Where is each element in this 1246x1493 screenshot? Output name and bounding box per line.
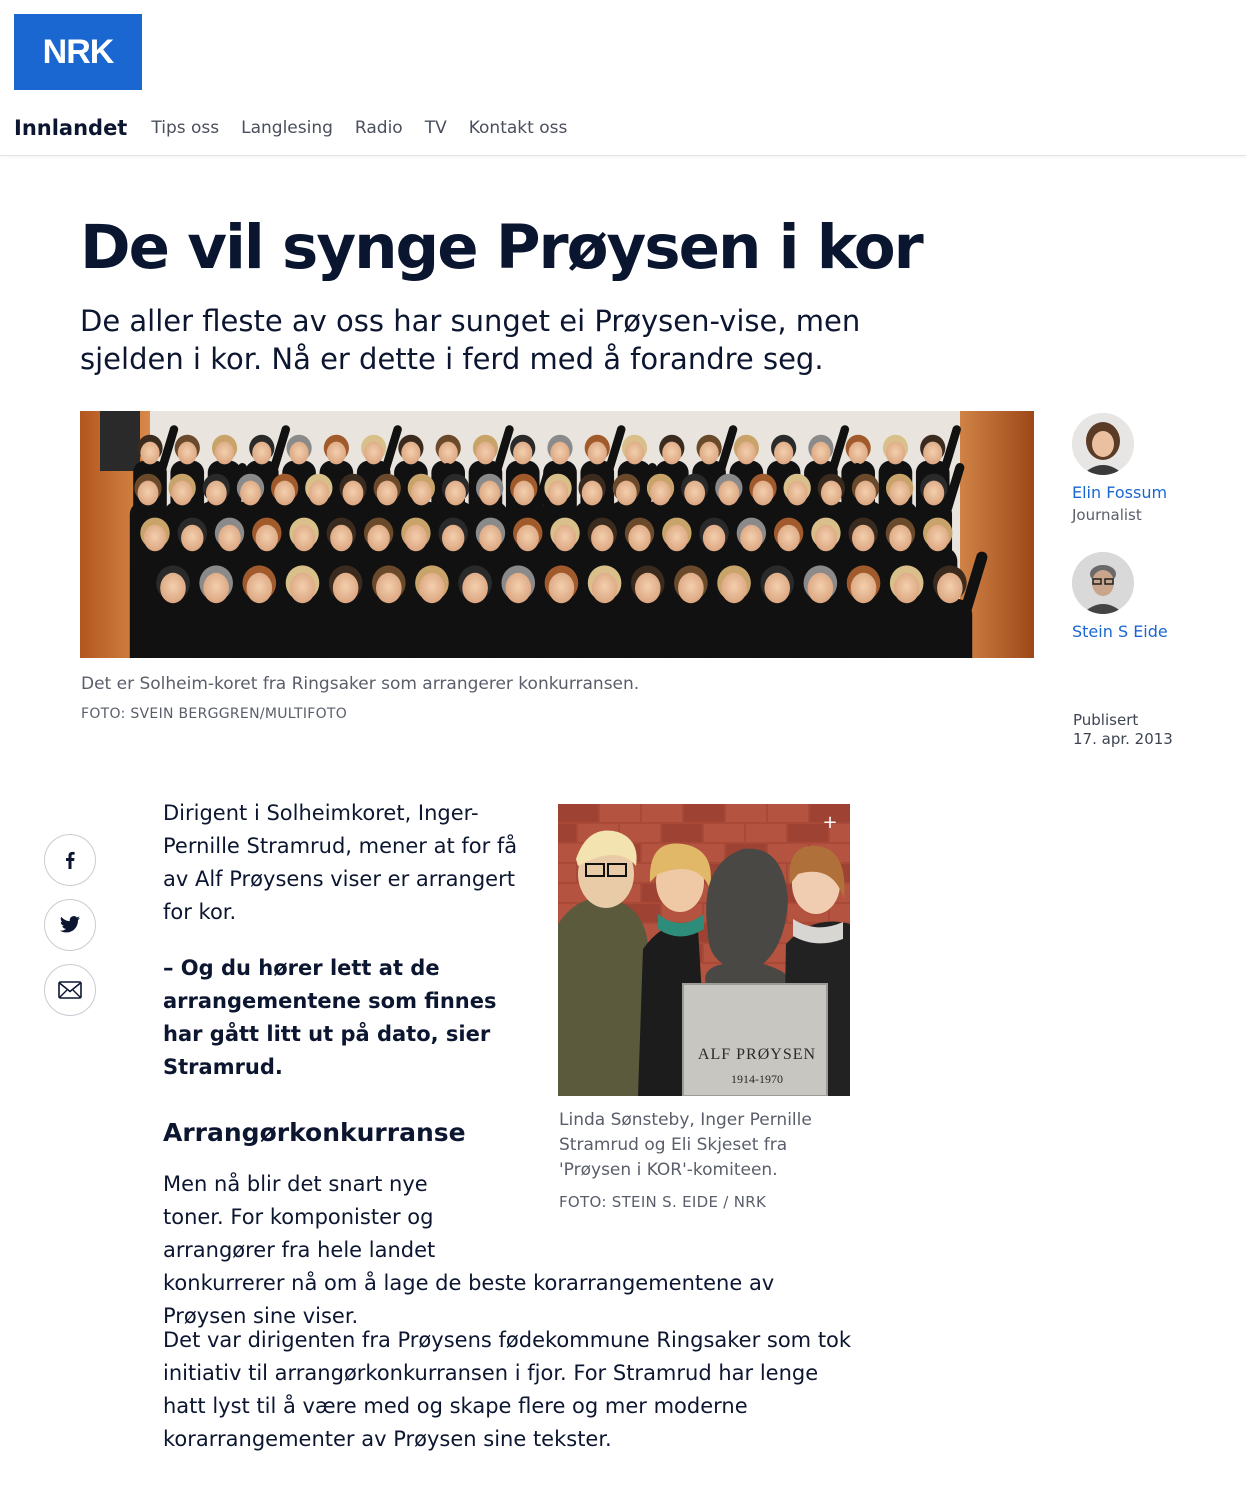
choir-member-face: [549, 573, 575, 603]
brick: [726, 804, 766, 822]
nav-home-innlandet[interactable]: Innlandet: [14, 116, 128, 140]
author-role: Journalist: [1072, 506, 1142, 524]
choir-member-face: [439, 442, 458, 465]
choir-member-face: [849, 442, 868, 465]
choir-member-body: [366, 599, 411, 658]
choir-member-face: [513, 481, 534, 506]
choir-member-face: [588, 442, 607, 465]
choir-member-face: [628, 525, 650, 552]
choir-member-face: [815, 525, 837, 552]
choir-member-face: [582, 481, 603, 506]
nav-link-tv[interactable]: TV: [424, 118, 447, 138]
choir-member-face: [218, 525, 240, 552]
choir-member-face: [886, 442, 905, 465]
brick: [642, 804, 682, 822]
choir-member-face: [703, 525, 725, 552]
choir-member-face: [274, 481, 295, 506]
brick: [600, 804, 640, 822]
choir-member-face: [927, 525, 949, 552]
choir-member-body: [323, 599, 368, 658]
paragraph-2-line: arrangører fra hele landet: [163, 1238, 436, 1262]
choir-member-face: [343, 481, 364, 506]
choir-member-face: [513, 442, 532, 465]
author-name[interactable]: Elin Fossum: [1072, 483, 1168, 502]
choir-member-body: [237, 599, 282, 658]
paragraph-quote: – Og du hører lett at de arrangementene som finnes har gått litt ut på dato, sier Stramrud.: [163, 956, 497, 1079]
brick: [704, 824, 744, 842]
twitter-icon: [59, 915, 81, 935]
choir-member-face: [419, 573, 445, 603]
author-name[interactable]: Stein S Eide: [1072, 622, 1168, 641]
plaque-name-text: ALF PRØYSEN: [697, 1046, 817, 1063]
choir-member-face: [405, 525, 427, 552]
share-email-button[interactable]: [44, 964, 96, 1016]
choir-member-face: [662, 442, 681, 465]
choir-member-face: [923, 442, 942, 465]
choir-member-face: [203, 573, 229, 603]
brick: [558, 864, 576, 882]
choir-member-face: [445, 481, 466, 506]
choir-member-face: [172, 481, 193, 506]
choir-member-face: [476, 442, 495, 465]
facebook-icon: [60, 850, 80, 870]
choir-member-face: [517, 525, 539, 552]
choir-member-face: [821, 481, 842, 506]
choir-member-body: [884, 599, 929, 658]
choir-member-face: [367, 525, 389, 552]
choir-member-face: [721, 573, 747, 603]
choir-member-face: [548, 481, 569, 506]
section-heading: Arrangørkonkurranse: [163, 1118, 466, 1147]
choir-member-body: [712, 599, 757, 658]
choir-member-face: [937, 573, 963, 603]
paragraph-2: [163, 1168, 863, 1333]
choir-member-face: [289, 442, 308, 465]
choir-member-face: [442, 525, 464, 552]
choir-member-face: [684, 481, 705, 506]
choir-member-face: [855, 481, 876, 506]
share-facebook-button[interactable]: [44, 834, 96, 886]
choir-member-face: [650, 481, 671, 506]
choir-member-face: [240, 481, 261, 506]
article-lead: De aller fleste av oss har sunget ei Prøysen-vise, men sjelden i kor. Nå er dette i ferd med å forandre seg.: [80, 304, 861, 376]
nav-link-tips-oss[interactable]: Tips oss: [151, 118, 220, 138]
choir-member-face: [591, 525, 613, 552]
choir-member-body: [625, 599, 670, 658]
choir-member-body: [194, 599, 239, 658]
nav-link-radio[interactable]: Radio: [354, 118, 403, 138]
choir-member-face: [247, 573, 273, 603]
plaque-years-text: 1914-1970: [731, 1072, 783, 1086]
choir-member-face: [777, 525, 799, 552]
choir-member-face: [894, 573, 920, 603]
choir-member-face: [479, 481, 500, 506]
published-info: [1073, 711, 1173, 749]
choir-member-face: [592, 573, 618, 603]
main-nav: [14, 108, 589, 148]
statue-photo: [558, 804, 850, 1096]
choir-member-face: [206, 481, 227, 506]
choir-member-face: [327, 442, 346, 465]
choir-member-face: [889, 481, 910, 506]
choir-member-face: [479, 525, 501, 552]
choir-member-face: [290, 573, 316, 603]
expand-icon[interactable]: +: [822, 812, 838, 833]
author-avatar[interactable]: [1072, 552, 1134, 614]
author-stein-s-eide[interactable]: [1072, 552, 1168, 641]
published-label: Publisert: [1073, 711, 1139, 729]
choir-member-face: [811, 442, 830, 465]
site-header: [0, 0, 1246, 156]
paragraph-2-line: Men nå blir det snart nye: [163, 1172, 428, 1196]
choir-member-face: [808, 573, 834, 603]
nav-link-kontakt-oss[interactable]: Kontakt oss: [468, 118, 568, 138]
brick: [558, 804, 598, 822]
choir-member-face: [787, 481, 808, 506]
choir-member-face: [178, 442, 197, 465]
choir-member-face: [215, 442, 234, 465]
choir-member-face: [293, 525, 315, 552]
choir-member-face: [401, 442, 420, 465]
choir-member-face: [851, 573, 877, 603]
choir-member-face: [699, 442, 718, 465]
paragraph-2-line: konkurrerer nå om å lage de beste korarrangementene av Prøysen sine viser.: [163, 1271, 775, 1328]
inline-photo[interactable]: [558, 804, 850, 1096]
choir-member-face: [333, 573, 359, 603]
choir-member-face: [505, 573, 531, 603]
choir-member-face: [330, 525, 352, 552]
choir-member-face: [364, 442, 383, 465]
choir-member-face: [376, 573, 402, 603]
choir-member-face: [635, 573, 661, 603]
choir-photo: [80, 411, 1034, 658]
brick: [830, 904, 850, 922]
choir-member-face: [160, 573, 186, 603]
choir-member-face: [554, 525, 576, 552]
nav-link-langlesing[interactable]: Langlesing: [241, 118, 333, 138]
choir-member-face: [625, 442, 644, 465]
choir-member-face: [923, 481, 944, 506]
article-title: De vil synge Prøysen i kor: [80, 212, 922, 283]
choir-member-face: [740, 525, 762, 552]
choir-member-body: [496, 599, 541, 658]
brick: [768, 804, 808, 822]
choir-member-body: [841, 599, 886, 658]
brick: [558, 824, 576, 842]
paragraph-1: Dirigent i Solheimkoret, Inger-Pernille Stramrud, mener at for få av Alf Prøysens viser er arrangert for kor.: [163, 801, 518, 924]
nrk-logo[interactable]: NRK: [14, 14, 142, 90]
hero-credit: FOTO: SVEIN BERGGREN/MULTIFOTO: [81, 706, 348, 722]
choir-member-face: [889, 525, 911, 552]
choir-member-face: [753, 481, 774, 506]
inline-photo-credit: FOTO: STEIN S. EIDE / NRK: [559, 1193, 767, 1211]
choir-member-face: [764, 573, 790, 603]
paragraph-3: Det var dirigenten fra Prøysens fødekommune Ringsaker som tok initiativ til arrangørkonkurransen i fjor. For Stramrud har lenge hatt lyst til å være med og skape flere og mer moderne korarrangementer av Prøysen sine tekster.: [163, 1328, 852, 1451]
choir-member-face: [616, 481, 637, 506]
inline-photo-caption: Linda Sønsteby, Inger Pernille Stramrud og Eli Skjeset fra 'Prøysen i KOR'-komiteen.: [559, 1110, 812, 1180]
author-elin-fossum[interactable]: [1072, 413, 1167, 524]
brick: [746, 824, 786, 842]
published-date: 17. apr. 2013: [1073, 730, 1173, 748]
choir-member-face: [144, 525, 166, 552]
choir-member-face: [737, 442, 756, 465]
choir-member-face: [666, 525, 688, 552]
choir-member-body: [755, 599, 800, 658]
choir-member-face: [550, 442, 569, 465]
choir-member-face: [138, 481, 159, 506]
choir-member-body: [453, 599, 498, 658]
choir-member-body: [582, 599, 627, 658]
choir-member-face: [252, 442, 271, 465]
paragraph-2-line: toner. For komponister og: [163, 1205, 434, 1229]
choir-member-face: [308, 481, 329, 506]
choir-member-face: [256, 525, 278, 552]
hero-caption: Det er Solheim-koret fra Ringsaker som arrangerer konkurransen.: [81, 674, 640, 694]
author-avatar[interactable]: [1072, 413, 1134, 475]
brick: [662, 824, 702, 842]
choir-member-face: [377, 481, 398, 506]
email-icon: [58, 981, 82, 999]
hero-image[interactable]: [80, 411, 1034, 658]
brick: [684, 804, 724, 822]
choir-member-face: [678, 573, 704, 603]
choir-member-face: [181, 525, 203, 552]
choir-member-face: [718, 481, 739, 506]
choir-member-face: [774, 442, 793, 465]
choir-member-face: [411, 481, 432, 506]
choir-member-face: [462, 573, 488, 603]
share-twitter-button[interactable]: [44, 899, 96, 951]
choir-member-face: [140, 442, 159, 465]
choir-member-face: [852, 525, 874, 552]
